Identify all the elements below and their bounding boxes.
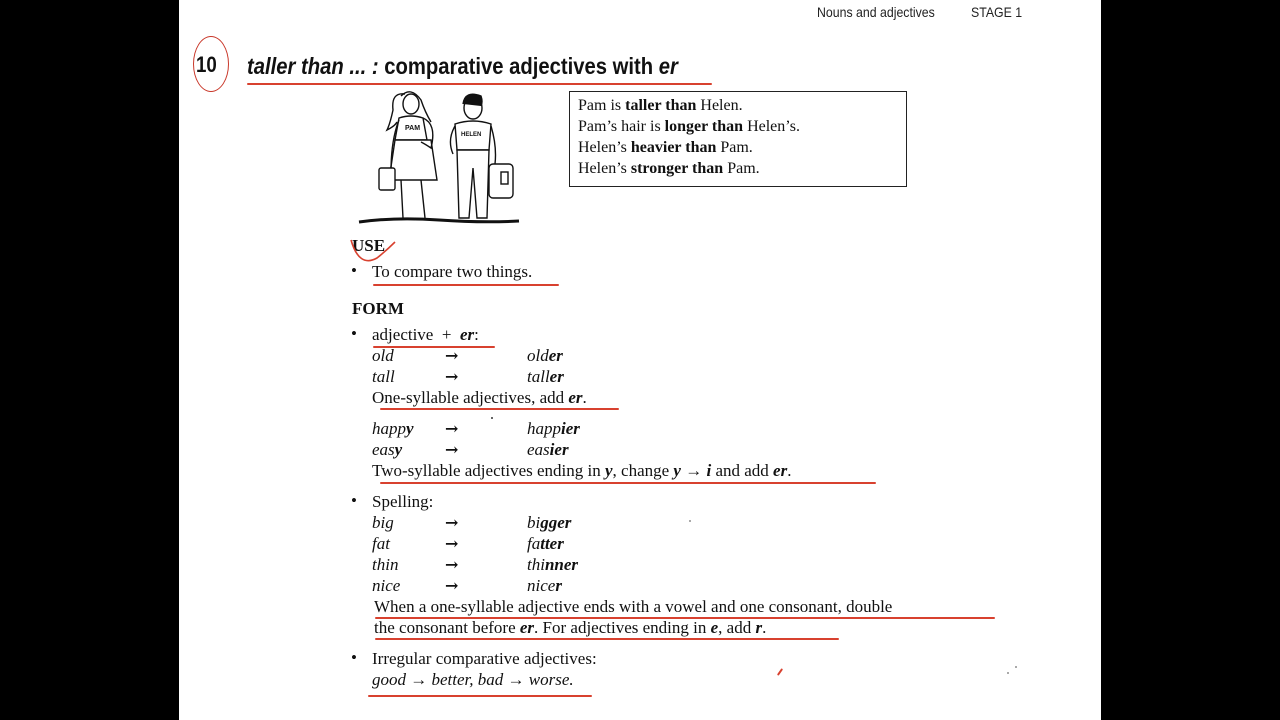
scan-speck <box>491 417 493 419</box>
svg-text:PAM: PAM <box>405 125 421 132</box>
underline-annotation <box>380 482 876 484</box>
pair-result: older <box>527 346 563 365</box>
use-heading: USE <box>352 236 386 255</box>
examples-box <box>569 91 907 187</box>
stage-label: STAGE 1 <box>971 4 1023 20</box>
stray-pen-mark <box>777 668 783 676</box>
rule-adjective-er: adjective + er: <box>372 325 479 344</box>
pam-helen-illustration <box>355 86 523 228</box>
pair-result: fatter <box>527 534 564 553</box>
pair-result: taller <box>527 367 564 386</box>
pair-result: nicer <box>527 576 562 595</box>
scan-speck <box>689 520 691 522</box>
spelling-label: Spelling: <box>372 492 434 511</box>
pair-base: tall <box>372 367 395 386</box>
pair-base: nice <box>372 576 401 595</box>
arrow-icon: → <box>445 367 459 386</box>
arrow-icon: → <box>445 555 459 574</box>
pair-base: fat <box>372 534 390 553</box>
example-sentence: Pam’s hair is longer than Helen’s. <box>578 118 800 135</box>
rule1-note: One-syllable adjectives, add er. <box>372 388 587 407</box>
bullet: • <box>351 491 357 510</box>
arrow-icon: → <box>445 513 459 532</box>
pair-result: thinner <box>527 555 579 574</box>
underline-annotation <box>373 284 559 286</box>
underline-annotation <box>375 638 839 640</box>
pair-result: bigger <box>527 513 572 532</box>
example-sentence: Helen’s heavier than Pam. <box>578 139 753 156</box>
use-text: To compare two things. <box>372 262 533 281</box>
svg-text:HELEN: HELEN <box>461 132 482 138</box>
pair-base: old <box>372 346 394 365</box>
example-sentence: Helen’s stronger than Pam. <box>578 160 760 177</box>
arrow-icon: → <box>445 346 459 365</box>
pair-result: happier <box>527 419 580 438</box>
scan-speck <box>1015 666 1017 668</box>
textbook-page <box>179 0 1101 720</box>
form-heading: FORM <box>352 299 404 318</box>
arrow-icon: → <box>445 419 459 438</box>
pair-base: big <box>372 513 394 532</box>
underline-annotation <box>368 695 592 697</box>
spelling-note-line2: the consonant before er. For adjectives ending in e, add r. <box>374 618 767 637</box>
arrow-icon: → <box>445 534 459 553</box>
pair-result: easier <box>527 440 569 459</box>
arrow-icon: → <box>445 576 459 595</box>
unit-title <box>247 53 678 80</box>
pair-base: easy <box>372 440 403 459</box>
irregular-label: Irregular comparative adjectives: <box>372 649 597 668</box>
unit-number: 10 <box>196 52 217 77</box>
pair-base: happy <box>372 419 414 438</box>
pair-base: thin <box>372 555 399 574</box>
spelling-note-line1: When a one-syllable adjective ends with a vowel and one consonant, double <box>374 597 893 616</box>
underline-annotation <box>380 408 619 410</box>
title-suffix: er <box>658 53 678 79</box>
bullet: • <box>351 648 357 667</box>
title-underline-annotation <box>247 83 712 85</box>
example-sentence: Pam is taller than Helen. <box>578 97 743 114</box>
title-main: comparative adjectives with <box>378 53 659 79</box>
arrow-icon: → <box>445 440 459 459</box>
bullet: • <box>351 324 357 343</box>
irregular-examples: good → better, bad → worse. <box>372 670 574 689</box>
section-label: Nouns and adjectives <box>817 4 935 20</box>
scan-speck <box>1007 672 1009 674</box>
bullet: • <box>351 261 357 280</box>
title-italic: taller than ... : <box>247 53 379 79</box>
rule2-note: Two-syllable adjectives ending in y, change y → i and add er. <box>372 461 792 480</box>
